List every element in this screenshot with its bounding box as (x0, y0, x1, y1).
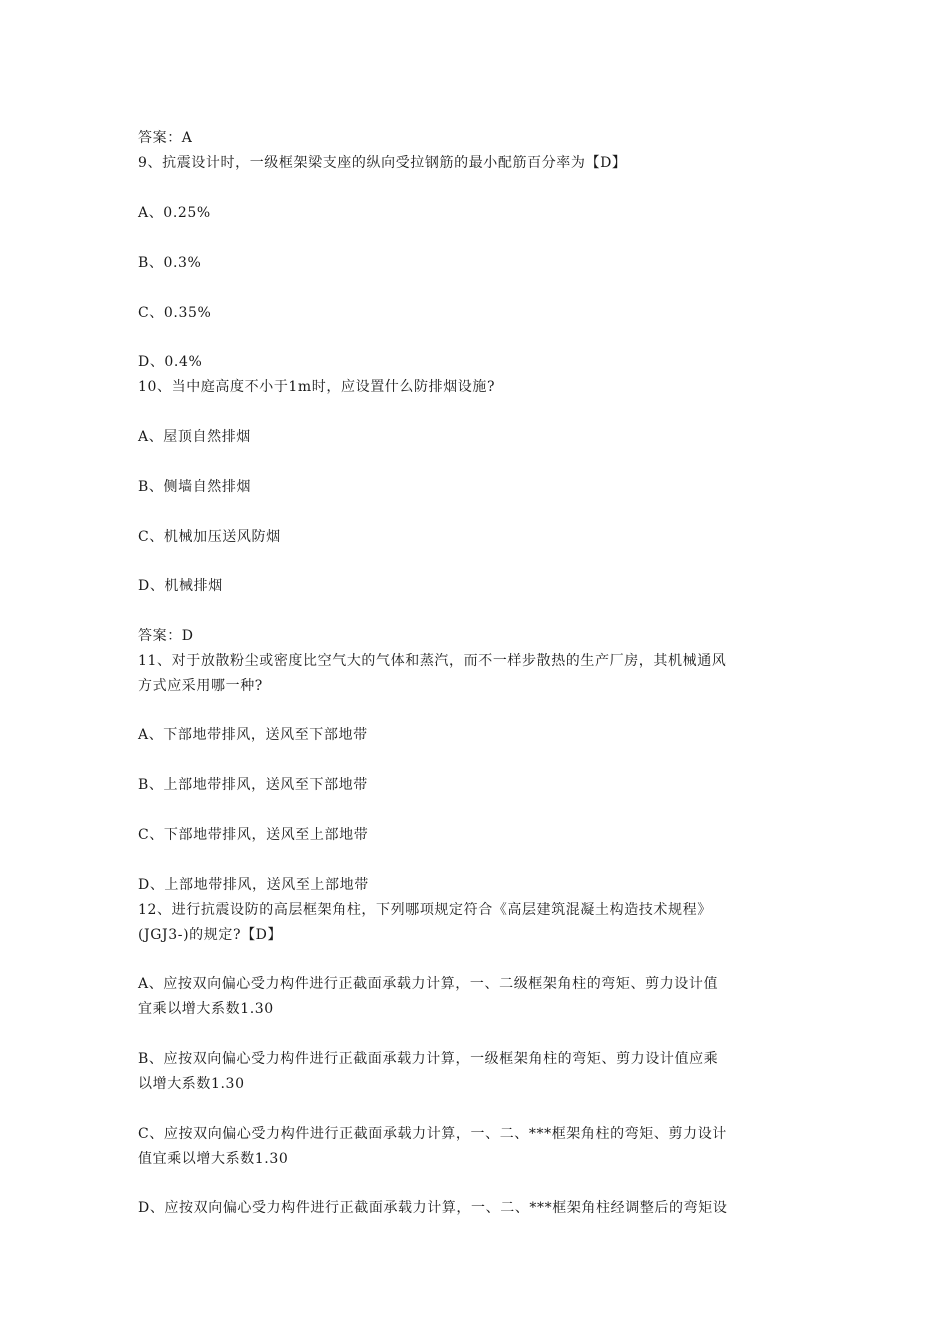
option-c: C、下部地带排风，送风至上部地带 (138, 827, 369, 843)
option-c: C、0.35% (138, 305, 212, 321)
option-c-continued: 值宜乘以增大系数1.30 (138, 1151, 289, 1167)
option-d: D、0.4% (138, 354, 203, 370)
question-11: 11、对于放散粉尘或密度比空气大的气体和蒸汽，而不一样步散热的生产厂房，其机械通风 (138, 653, 727, 669)
question-12: 12、进行抗震设防的高层框架角柱，下列哪项规定符合《高层建筑混凝土构造技术规程》 (138, 902, 712, 918)
option-b: B、侧墙自然排烟 (138, 479, 252, 495)
option-a: A、0.25% (138, 205, 211, 221)
option-c: C、应按双向偏心受力构件进行正截面承载力计算，一、二、***框架角柱的弯矩、剪力设计 (138, 1126, 727, 1142)
option-a: A、应按双向偏心受力构件进行正截面承载力计算，一、二级框架角柱的弯矩、剪力设计值 (138, 976, 719, 992)
option-d: D、上部地带排风，送风至上部地带 (138, 877, 369, 893)
option-a: A、下部地带排风，送风至下部地带 (138, 727, 368, 743)
question-9: 9、抗震设计时，一级框架梁支座的纵向受拉钢筋的最小配筋百分率为【D】 (138, 155, 627, 171)
answer-line: 答案：A (138, 130, 193, 146)
question-11-continued: 方式应采用哪一种? (138, 678, 263, 694)
answer-line: 答案：D (138, 628, 194, 644)
option-a-continued: 宜乘以增大系数1.30 (138, 1001, 274, 1017)
question-10: 10、当中庭高度不小于1m时，应设置什么防排烟设施? (138, 379, 496, 395)
option-b: B、上部地带排风，送风至下部地带 (138, 777, 368, 793)
option-c: C、机械加压送风防烟 (138, 529, 281, 545)
option-a: A、屋顶自然排烟 (138, 429, 251, 445)
option-d: D、机械排烟 (138, 578, 223, 594)
option-d: D、应按双向偏心受力构件进行正截面承载力计算，一、二、***框架角柱经调整后的弯矩设 (138, 1200, 728, 1216)
option-b-continued: 以增大系数1.30 (138, 1076, 245, 1092)
question-12-continued: (JGJ3-)的规定?【D】 (138, 927, 283, 943)
option-b: B、0.3% (138, 255, 202, 271)
option-b: B、应按双向偏心受力构件进行正截面承载力计算，一级框架角柱的弯矩、剪力设计值应乘 (138, 1051, 719, 1067)
